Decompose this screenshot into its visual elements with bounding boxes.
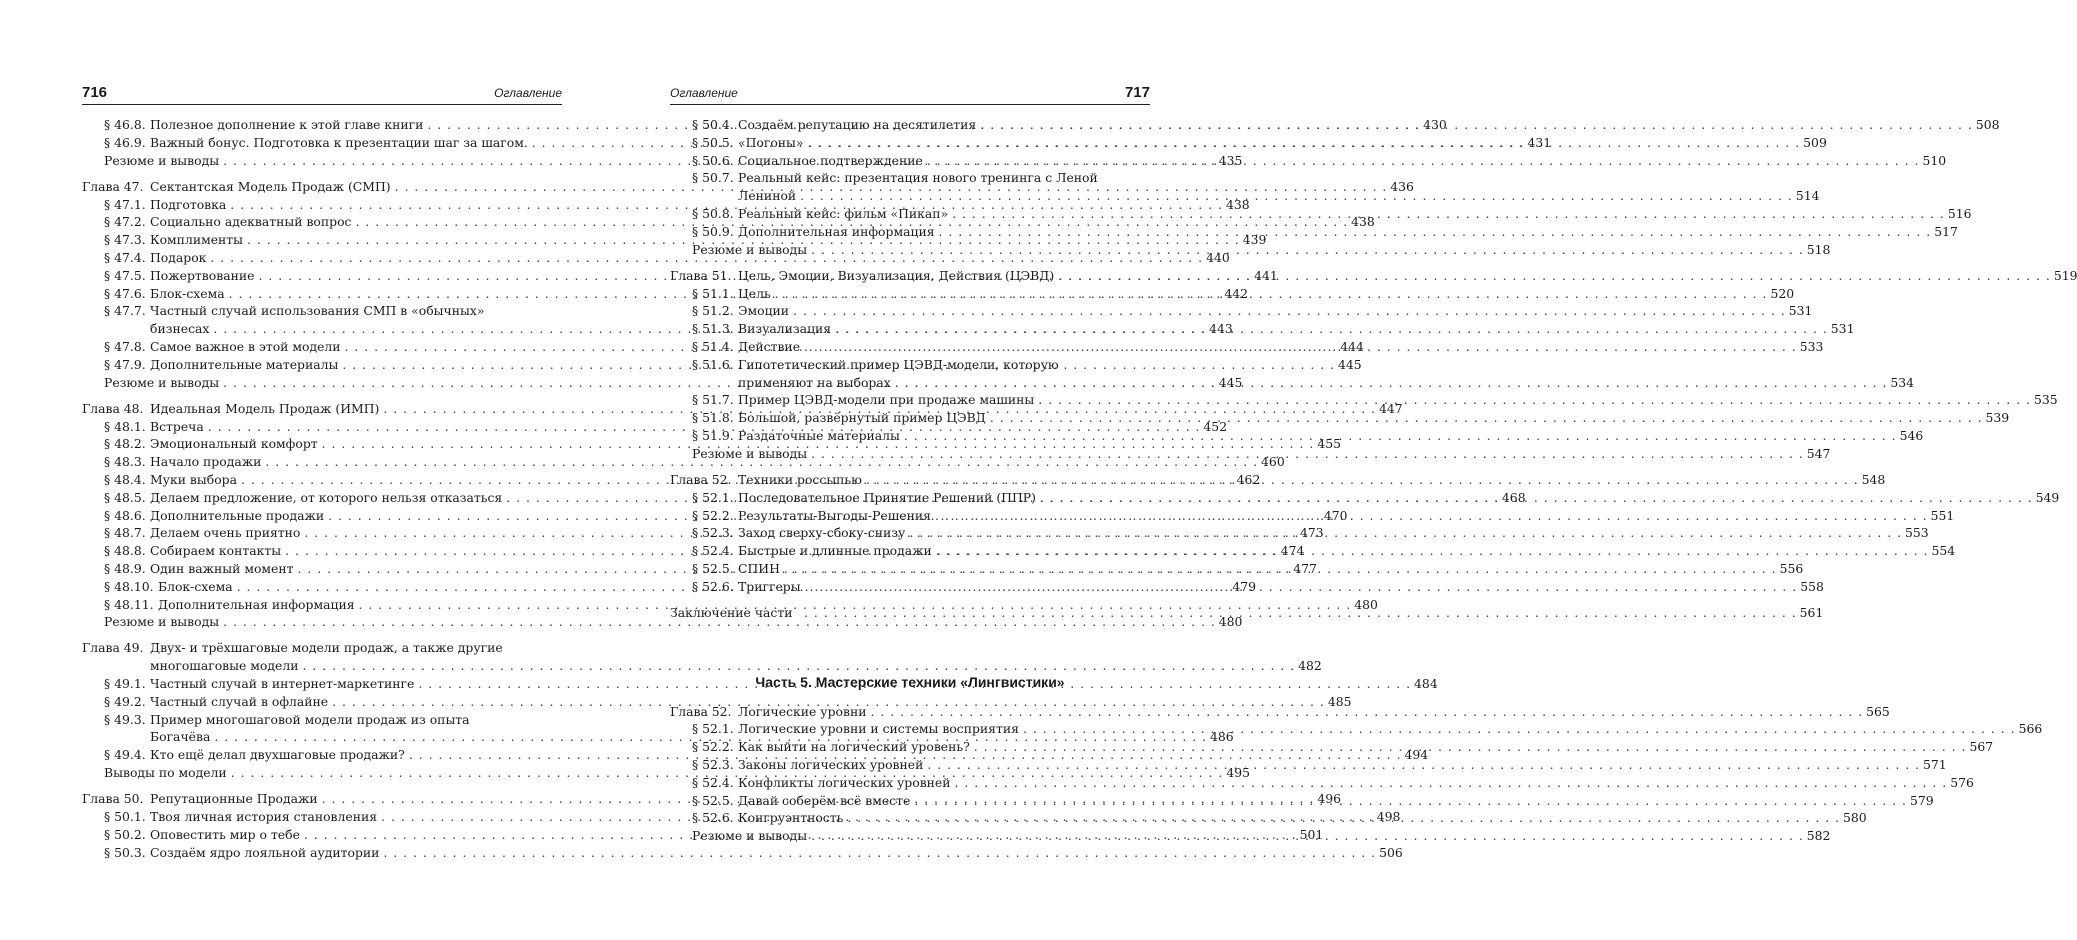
entry-page-number: 506 <box>1379 844 1403 860</box>
entry-title: применяют на выборах <box>738 374 891 390</box>
entry-number: § 49.1. <box>104 676 146 692</box>
entry-page-number: 496 <box>1317 791 1341 807</box>
entry-number: § 47.5. <box>104 267 146 283</box>
entry-page-number: 438 <box>1351 214 1375 230</box>
entry-number: § 47.2. <box>104 214 146 230</box>
toc-entry <box>670 703 1890 721</box>
entry-page-number: 558 <box>1800 578 1824 594</box>
entry-number: § 50.7. <box>692 170 734 186</box>
entry-title: Частный случай использования СМП в «обычных» <box>150 303 485 319</box>
entry-title: Дополнительная информация <box>158 596 355 612</box>
entry-title: Резюме и выводы <box>692 828 808 844</box>
entry-title: Создаём репутацию на десятилетия <box>738 117 977 132</box>
entry-number: § 51.4. <box>692 338 734 354</box>
entry-number: § 48.6. <box>104 507 146 523</box>
entry-title: Триггеры <box>738 578 801 594</box>
entry-title: Оповестить мир о тебе <box>150 826 300 842</box>
dot-leader <box>974 738 1967 756</box>
entry-number: § 47.6. <box>104 285 146 301</box>
entry-number: § 51.1. <box>692 285 734 301</box>
entry-title: Визуализация <box>738 321 832 337</box>
entry-title: Пожертвование <box>150 267 255 283</box>
entry-number: § 47.3. <box>104 232 146 248</box>
entry-title: Резюме и выводы <box>692 445 808 461</box>
entry-number: § 48.8. <box>104 543 146 559</box>
dot-leader <box>980 116 1973 134</box>
entry-title: Резюме и выводы <box>104 614 220 630</box>
entry-page-number: 539 <box>1985 410 2010 426</box>
entry-number: § 52.6. <box>692 810 734 826</box>
entry-spacer <box>82 631 562 639</box>
dot-leader <box>914 792 1907 810</box>
entry-page-number: 485 <box>1327 693 1352 709</box>
entry-title: Лениной <box>738 188 797 204</box>
entry-title: Идеальная Модель Продаж (ИМП) <box>150 400 380 416</box>
entry-page-number: 508 <box>1975 117 2000 132</box>
entry-page-number: 480 <box>1354 596 1378 612</box>
entry-page-number: 546 <box>1899 427 1924 443</box>
entry-page-number: 514 <box>1795 188 1820 204</box>
entry-title: Раздаточные материалы <box>738 427 900 443</box>
entry-number: § 50.9. <box>692 223 734 239</box>
part-heading: Часть 5. Мастерские техники «Лингвистики» <box>755 673 1065 690</box>
entry-number: § 49.4. <box>104 747 146 763</box>
entry-page-number: 442 <box>1224 285 1248 301</box>
entry-number: § 46.9. <box>104 134 146 150</box>
entry-page-number: 533 <box>1799 338 1824 354</box>
entry-title: Результаты-Выгоды-Решения <box>738 507 931 523</box>
entry-number: § 52.4. <box>692 774 734 790</box>
entry-number: § 52.1. <box>692 721 734 737</box>
entry-page-number: 494 <box>1404 747 1429 763</box>
entry-number: § 48.3. <box>104 454 146 470</box>
entry-page-number: 439 <box>1242 232 1267 248</box>
entry-number: § 52.5. <box>692 792 734 808</box>
entry-title: Последовательное Принятие Решений (ППР) <box>738 489 1036 505</box>
right-running-head <box>670 84 1150 105</box>
running-title: Оглавление <box>670 86 738 100</box>
dot-leader <box>1058 267 2051 285</box>
entry-number: § 48.1. <box>104 418 146 434</box>
toc-entry <box>670 302 1813 320</box>
entry-page-number: 445 <box>1338 356 1362 372</box>
dot-leader <box>939 223 1932 241</box>
entry-spacer <box>670 463 1150 471</box>
entry-number: Глава 47. <box>82 178 144 194</box>
entry-number: § 51.3. <box>692 321 734 337</box>
dot-leader <box>927 756 1920 774</box>
toc-entry <box>670 356 1150 374</box>
entry-title: Конфликты логических уровней <box>738 774 951 790</box>
entry-title: Социальное подтверждение <box>738 152 923 168</box>
entry-title: Муки выбора <box>150 471 237 487</box>
entry-page-number: 430 <box>1423 117 1447 132</box>
entry-page-number: 517 <box>1934 223 1958 239</box>
entry-page-number: 486 <box>1210 729 1234 745</box>
entry-page-number: 468 <box>1501 489 1526 505</box>
entry-title: Логические уровни <box>738 703 867 719</box>
entry-page-number: 484 <box>1414 676 1438 692</box>
entry-title: Эмоциональный комфорт <box>150 436 318 452</box>
entry-number: § 47.7. <box>104 303 146 319</box>
entry-title: Собираем контакты <box>150 543 282 559</box>
entry-title: Реальный кейс: фильм «Пикап» <box>738 205 949 221</box>
entry-page-number: 579 <box>1910 792 1934 808</box>
entry-title: Дополнительная информация <box>738 223 935 239</box>
dot-leader <box>775 285 1768 303</box>
entry-page-number: 480 <box>1218 614 1243 630</box>
entry-number: § 50.6. <box>692 152 734 168</box>
dot-leader <box>927 152 1920 170</box>
entry-page-number: 510 <box>1922 152 1947 168</box>
entry-title: Выводы по модели <box>104 765 227 781</box>
entry-page-number: 534 <box>1890 374 1915 390</box>
dot-leader <box>835 320 1828 338</box>
entry-number: § 51.8. <box>692 410 734 426</box>
entry-title: Резюме и выводы <box>692 241 808 257</box>
entry-number: § 46.8. <box>104 117 146 132</box>
entry-page-number: 455 <box>1317 436 1341 452</box>
entry-title: Самое важное в этой модели <box>150 338 341 354</box>
entry-title: Начало продажи <box>150 454 262 470</box>
entry-page-number: 566 <box>2018 721 2043 737</box>
entry-page-number: 548 <box>1861 471 1886 487</box>
entry-page-number: 556 <box>1779 560 1804 576</box>
entry-page-number: 520 <box>1770 285 1795 301</box>
entry-title: Конгруэнтность <box>738 810 844 826</box>
entry-page-number: 531 <box>1788 303 1813 319</box>
entry-title: Комплименты <box>150 232 244 248</box>
dot-leader <box>804 604 1797 622</box>
entry-number: § 51.7. <box>692 392 734 408</box>
entry-number: Глава 52. <box>670 471 732 487</box>
entry-title: Подарок <box>150 249 207 265</box>
dot-leader <box>990 409 1983 427</box>
entry-page-number: 561 <box>1799 604 1824 620</box>
entry-number: § 52.4. <box>692 543 734 559</box>
dot-leader <box>793 302 1786 320</box>
entry-page-number: 519 <box>2053 267 2077 283</box>
entry-title: Создаём ядро лояльной аудитории <box>150 844 380 860</box>
entry-page-number: 549 <box>2035 489 2060 505</box>
entry-title: Репутационные Продажи <box>150 791 318 807</box>
entry-number: Глава 48. <box>82 400 144 416</box>
dot-leader <box>811 445 1804 463</box>
entry-spacer <box>82 391 562 399</box>
entry-title: Богачёва <box>150 729 211 745</box>
entry-number: § 47.1. <box>104 196 146 212</box>
entry-number: § 48.11. <box>104 596 154 612</box>
entry-number: § 48.9. <box>104 560 146 576</box>
entry-page-number: 474 <box>1280 543 1305 559</box>
entry-number: § 48.2. <box>104 436 146 452</box>
entry-number: Глава 49. <box>82 640 144 656</box>
entry-title: СПИН <box>738 560 780 576</box>
entry-title: Цель <box>738 285 771 301</box>
entry-number: § 52.3. <box>692 525 734 541</box>
entry-number: Глава 51. <box>670 267 732 283</box>
entry-page-number: 571 <box>1923 757 1947 773</box>
entry-page-number: 535 <box>2033 392 2058 408</box>
entry-number: Глава 50. <box>82 791 144 807</box>
toc-entry <box>82 613 1243 631</box>
dot-leader <box>936 542 1929 560</box>
toc-entry <box>82 639 562 657</box>
entry-page-number: 498 <box>1376 809 1401 825</box>
entry-page-number: 435 <box>1218 152 1243 168</box>
entry-number: § 50.5. <box>692 134 734 150</box>
entry-number: § 49.2. <box>104 693 146 709</box>
entry-title: Дополнительные материалы <box>150 356 339 372</box>
toc-entry <box>82 711 562 729</box>
entry-title: Двух- и трёхшаговые модели продаж, а также другие <box>150 640 503 656</box>
dot-leader <box>909 524 1902 542</box>
entry-title: Делаем очень приятно <box>150 525 301 541</box>
dot-leader <box>784 560 1777 578</box>
entry-title: Пример ЦЭВД-модели при продаже машины <box>738 392 1035 408</box>
entry-number: § 52.3. <box>692 757 734 773</box>
entry-title: бизнесах <box>150 321 210 337</box>
dot-leader <box>811 241 1804 259</box>
entry-page-number: 482 <box>1298 658 1322 674</box>
entry-page-number: 443 <box>1209 321 1233 337</box>
entry-page-number: 477 <box>1293 560 1317 576</box>
entry-number: § 52.1. <box>692 489 734 505</box>
entry-number: § 50.2. <box>104 826 146 842</box>
entry-number: Заключение части <box>670 604 793 620</box>
entry-page-number: 440 <box>1206 249 1230 265</box>
entry-page-number: 576 <box>1950 774 1974 790</box>
entry-number: § 52.5. <box>692 560 734 576</box>
entry-number: § 47.8. <box>104 338 146 354</box>
dot-leader <box>1038 391 2031 409</box>
entry-page-number: 567 <box>1969 739 1994 755</box>
entry-page-number: 554 <box>1931 543 1956 559</box>
entry-title: Один важный момент <box>150 560 294 576</box>
entry-title: Полезное дополнение к этой главе книги <box>150 117 424 132</box>
entry-number: § 47.4. <box>104 249 146 265</box>
entry-title: Пример многошаговой модели продаж из опыта <box>150 711 470 727</box>
entry-page-number: 438 <box>1225 196 1250 212</box>
entry-page-number: 479 <box>1232 578 1256 594</box>
dot-leader <box>866 471 1859 489</box>
dot-leader <box>1023 720 2016 738</box>
entry-page-number: 565 <box>1866 703 1890 719</box>
running-title: Оглавление <box>494 86 562 100</box>
entry-number: § 47.9. <box>104 356 146 372</box>
entry-title: Делаем предложение, от которого нельзя отказаться <box>150 489 503 505</box>
entry-page-number: 509 <box>1803 134 1827 150</box>
entry-title: Законы логических уровней <box>738 757 924 773</box>
entry-number: Глава 52. <box>670 703 732 719</box>
entry-number: § 48.4. <box>104 471 146 487</box>
entry-page-number: 547 <box>1806 445 1831 461</box>
entry-number: § 52.2. <box>692 507 734 523</box>
entry-page-number: 445 <box>1218 374 1243 390</box>
entry-title: Гипотетический пример ЦЭВД-модели, которую <box>738 356 1059 372</box>
dot-leader <box>895 374 1888 392</box>
entry-number: § 50.1. <box>104 809 146 825</box>
entry-title: Действие <box>738 338 801 354</box>
entry-page-number: 553 <box>1905 525 1929 541</box>
entry-page-number: 452 <box>1203 418 1228 434</box>
entry-title: Сектантская Модель Продаж (СМП) <box>150 178 391 194</box>
entry-page-number: 580 <box>1843 810 1867 826</box>
entry-page-number: 444 <box>1340 338 1364 354</box>
entry-title: Как выйти на логический уровень? <box>738 739 970 755</box>
entry-title: Частный случай в интернет-маркетинге <box>150 676 415 692</box>
entry-number: § 48.10. <box>104 578 154 594</box>
entry-number: § 51.6. <box>692 356 734 372</box>
left-running-head <box>82 84 562 105</box>
entry-page-number: 441 <box>1254 267 1278 283</box>
entry-page-number: 431 <box>1527 134 1552 150</box>
dot-leader <box>904 427 1897 445</box>
entry-title: Важный бонус. Подготовка к презентации шаг за шагом. <box>150 134 528 150</box>
entry-number: § 50.3. <box>104 844 146 860</box>
entry-spacer <box>670 596 1150 604</box>
toc-entry <box>670 774 1974 792</box>
entry-title: многошаговые модели <box>150 658 299 674</box>
entry-number: § 48.5. <box>104 489 146 505</box>
entry-title: Резюме и выводы <box>104 152 220 168</box>
dot-leader <box>1040 489 2033 507</box>
entry-page-number: 436 <box>1390 178 1414 194</box>
entry-title: Частный случай в офлайне <box>150 693 329 709</box>
dot-leader <box>847 809 1840 827</box>
entry-title: Блок-схема <box>150 285 225 301</box>
entry-title: Дополнительные продажи <box>150 507 325 523</box>
entry-number: § 50.4. <box>692 117 734 132</box>
entry-title: Большой, развёрнутый пример ЦЭВД <box>738 410 986 426</box>
dot-leader <box>870 703 1863 721</box>
entry-title: Техники россыпью <box>738 471 862 487</box>
dot-leader <box>811 827 1804 845</box>
entry-title: Цель, Эмоции, Визуализация, Действия (ЦЭВД) <box>738 267 1055 283</box>
entry-title: Твоя личная история становления <box>150 809 378 825</box>
entry-number: § 50.8. <box>692 205 734 221</box>
page-number: 717 <box>1124 84 1150 101</box>
entry-title: Реальный кейс: презентация нового тренинга с Леной <box>738 170 1098 186</box>
dot-leader <box>952 205 1945 223</box>
entry-title: Встреча <box>150 418 204 434</box>
entry-page-number: 551 <box>1930 507 1955 523</box>
dot-leader <box>800 187 1793 205</box>
dot-leader <box>935 507 1928 525</box>
entry-page-number: 531 <box>1830 321 1855 337</box>
dot-leader <box>383 844 1376 862</box>
entry-title: Социально адекватный вопрос <box>150 214 352 230</box>
toc-entry <box>82 844 1403 862</box>
entry-title: Быстрые и длинные продажи <box>738 543 932 559</box>
toc-entry <box>82 302 562 320</box>
entry-number: § 52.2. <box>692 739 734 755</box>
entry-spacer <box>82 782 562 790</box>
entry-page-number: 462 <box>1236 471 1261 487</box>
dot-leader <box>955 774 1948 792</box>
entry-title: «Погоны» <box>738 134 804 150</box>
page-number: 716 <box>82 84 108 101</box>
entry-title: Заход сверху-сбоку-снизу <box>738 525 906 541</box>
toc-entry <box>670 169 1150 187</box>
entry-page-number: 447 <box>1379 400 1403 416</box>
entry-spacer <box>82 169 562 177</box>
dot-leader <box>805 578 1798 596</box>
entry-title: Давай соберём всё вместе <box>738 792 911 808</box>
entry-spacer <box>670 258 1150 266</box>
entry-number: § 51.9. <box>692 427 734 443</box>
entry-number: § 49.3. <box>104 711 146 727</box>
entry-page-number: 495 <box>1226 765 1251 781</box>
entry-page-number: 516 <box>1947 205 1972 221</box>
dot-leader <box>804 338 1797 356</box>
entry-title: Подготовка <box>150 196 227 212</box>
entry-page-number: 460 <box>1261 454 1285 470</box>
entry-page-number: 582 <box>1806 828 1831 844</box>
entry-page-number: 473 <box>1300 525 1324 541</box>
entry-title: Блок-схема <box>158 578 233 594</box>
entry-number: § 51.2. <box>692 303 734 319</box>
entry-title: Логические уровни и системы восприятия <box>738 721 1019 737</box>
entry-title: Резюме и выводы <box>104 374 220 390</box>
entry-number: § 48.7. <box>104 525 146 541</box>
entry-title: Кто ещё делал двухшаговые продажи? <box>150 747 405 763</box>
dot-leader <box>808 134 1801 152</box>
entry-page-number: 518 <box>1806 241 1831 257</box>
entry-page-number: 501 <box>1299 826 1324 842</box>
entry-number: § 52.6. <box>692 578 734 594</box>
toc-entry <box>82 657 1322 675</box>
entry-page-number: 470 <box>1323 507 1348 523</box>
entry-title: Эмоции <box>738 303 790 319</box>
